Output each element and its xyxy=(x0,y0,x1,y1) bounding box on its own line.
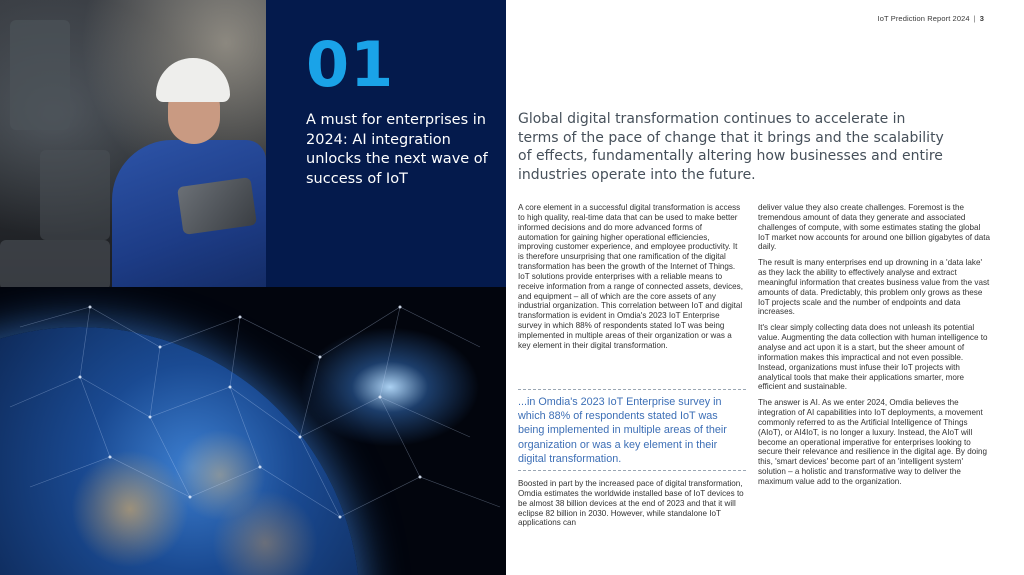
running-header xyxy=(878,14,984,23)
section-title-panel xyxy=(266,0,506,287)
body-paragraph: A core element in a successful digital transformation is access to high quality, real-time data that can be used to make better informed decisions and do more advanced forms of automation for gaining higher operational efficiencies, improving customer experience, and employee productivity. It is therefore unsurprising that one ramification of the digital transformation has been the growth of the Internet of Things. IoT solutions provide enterprises with a reliable means to receive information from a range of connected assets, devices, and equipment – all of which are the core assets of any industrial organization. This correlation between IoT and digital transformation is evident in Omdia's 2023 IoT Enterprise survey in which 88% of respondents stated IoT was being implemented in multiple areas of their organization or was a key element in their digital transformation. xyxy=(518,203,743,350)
body-paragraph: deliver value they also create challenges. Foremost is the tremendous amount of data they generate and associated challenges of compute, with some estimates stating the global IoT market now accounts for around one billion gigabytes of data daily. xyxy=(758,203,991,252)
body-paragraph: The answer is AI. As we enter 2024, Omdia believes the integration of AI capabilities into IoT deployments, a movement commonly referred to as the Artificial Intelligence of Things (AIoT), or AI4IoT, is no longer a luxury. Instead, the AIoT will become an operational imperative for enterprises looking to secure their relevance and resilience in the digital age. By doing this, 'smart devices' become part of an 'intelligent system' solution – a holistic and transformative way to deliver the maximum value add to the organization. xyxy=(758,398,988,486)
pull-quote xyxy=(518,389,746,471)
engineer-with-tablet-photo xyxy=(0,0,266,287)
header-separator: | xyxy=(973,14,976,23)
body-paragraph: The result is many enterprises end up drowning in a 'data lake' as they lack the ability to effectively analyse and extract meaningful information that creates business value from the vast amounts of data. Predictably, this problem only grows as these IoT projects scale and the number of endpoints and data increases. xyxy=(758,258,990,317)
lead-paragraph: Global digital transformation continues to accelerate in terms of the pace of change that it brings and the scalability of effects, fundamentally altering how businesses and entire industries operate into the future. xyxy=(518,111,944,183)
section-number: 01 xyxy=(306,28,395,101)
section-title: A must for enterprises in 2024: AI integration unlocks the next wave of success of IoT xyxy=(306,112,488,187)
page-number: 3 xyxy=(979,14,984,23)
earth-network-photo xyxy=(0,287,506,575)
body-column-right xyxy=(758,203,990,487)
pull-quote-text: ...in Omdia's 2023 IoT Enterprise survey in which 88% of respondents stated IoT was being implemented in multiple areas of their organization or was a key element in their digital transformation. xyxy=(518,396,727,465)
report-title: IoT Prediction Report 2024 xyxy=(877,14,970,23)
body-paragraph: It's clear simply collecting data does not unleash its potential value. Augmenting the data collection with human intelligence to analyse and act upon it is a start, but the sheer amount of information makes this impractical and not even possible. Instead, organizations must infuse their IoT projects with analytical tools that make their applications smarter, more efficient and sustainable. xyxy=(758,323,988,392)
body-paragraph: Boosted in part by the increased pace of digital transformation, Omdia estimates the worldwide installed base of IoT devices to be almost 38 billion devices at the end of 2023 and that it will eclipse 82 billion in 2030. However, while standalone IoT applications can xyxy=(518,479,744,528)
body-column-left-bottom xyxy=(518,479,744,528)
body-column-left xyxy=(518,203,744,351)
